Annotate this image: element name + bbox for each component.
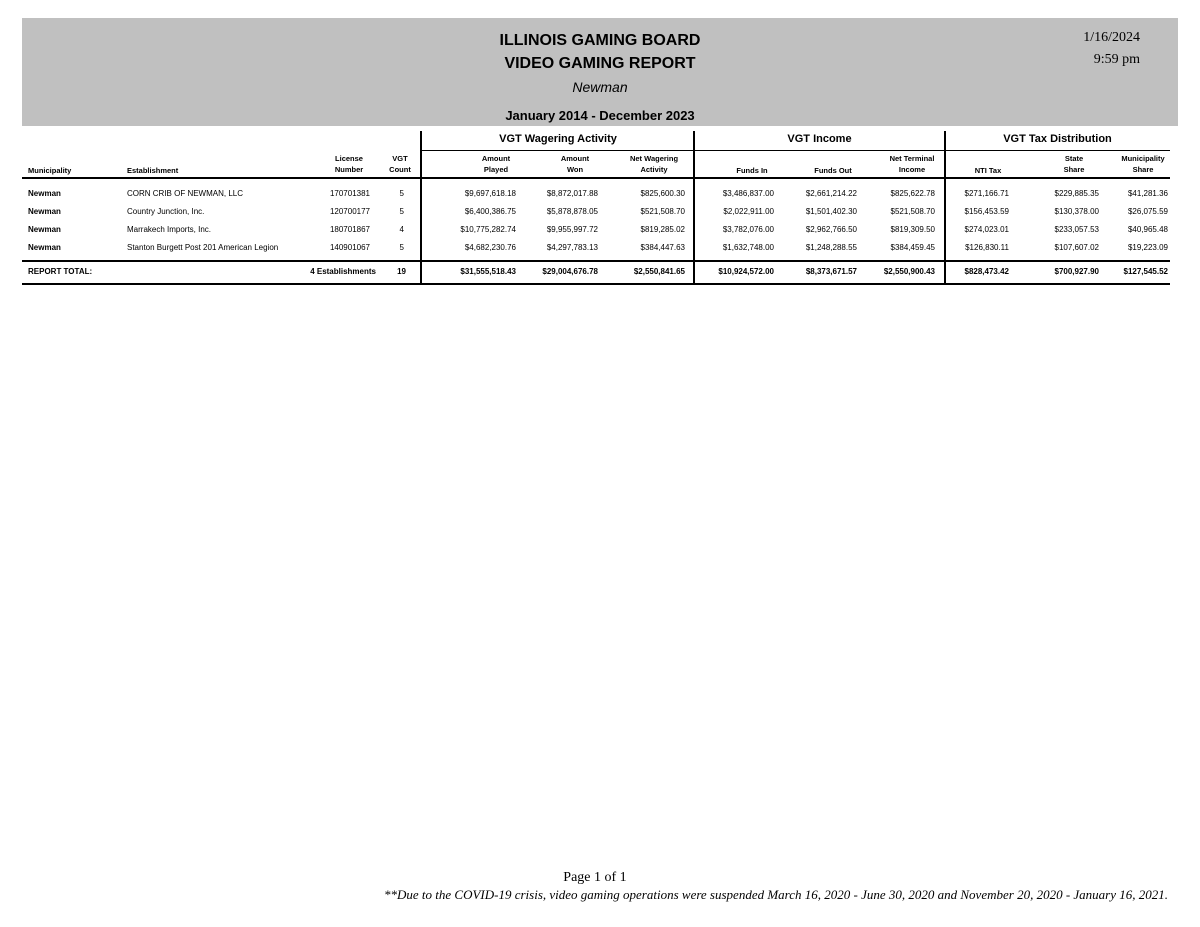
cell-municipality-share: $19,223.09 <box>1127 243 1168 252</box>
cell-state-share: $229,885.35 <box>1054 189 1099 198</box>
cell-amount-played: $6,400,386.75 <box>464 207 516 216</box>
col-nti-line2: Income <box>898 165 926 174</box>
col-won-line1: Amount <box>560 154 590 163</box>
col-won-line2: Won <box>566 165 584 174</box>
col-establishment: Establishment <box>127 166 179 175</box>
total-rule-top <box>22 260 1170 262</box>
total-municipality-share: $127,545.52 <box>1123 267 1168 276</box>
cell-nti-tax: $126,830.11 <box>965 243 1009 252</box>
col-muni-line2: Share <box>1132 165 1154 174</box>
col-municipality: Municipality <box>28 166 72 175</box>
col-played-line2: Played <box>483 165 509 174</box>
cell-funds-out: $2,962,766.50 <box>805 225 857 234</box>
col-funds-out: Funds Out <box>814 166 852 175</box>
cell-establishment: Marrakech Imports, Inc. <box>127 225 212 234</box>
cell-nti-tax: $274,023.01 <box>964 225 1009 234</box>
cell-funds-in: $3,486,837.00 <box>722 189 774 198</box>
cell-nti: $819,309.50 <box>890 225 935 234</box>
col-state-line2: Share <box>1063 165 1085 174</box>
col-vgt-count <box>384 153 416 175</box>
cell-net-wagering: $825,600.30 <box>640 189 685 198</box>
table-row <box>22 186 1170 202</box>
cell-funds-out: $2,661,214.22 <box>805 189 857 198</box>
cell-establishment: CORN CRIB OF NEWMAN, LLC <box>127 189 244 198</box>
col-license-line2: Number <box>334 165 364 174</box>
table-row <box>22 222 1170 238</box>
table-row <box>22 240 1170 256</box>
cell-amount-won: $8,872,017.88 <box>546 189 598 198</box>
cell-vgt-count: 4 <box>399 225 404 234</box>
cell-municipality: Newman <box>28 225 61 234</box>
cell-vgt-count: 5 <box>399 243 404 252</box>
cell-license: 180701867 <box>329 225 370 234</box>
report-subtitle: VIDEO GAMING REPORT <box>504 55 696 72</box>
report-date: 1/16/2024 <box>1083 30 1140 45</box>
cell-vgt-count: 5 <box>399 207 404 216</box>
cell-funds-out: $1,501,402.30 <box>805 207 857 216</box>
group-vgt-income: VGT Income <box>694 131 945 151</box>
col-nwa-line1: Net Wagering <box>629 154 679 163</box>
cell-establishment: Stanton Burgett Post 201 American Legion <box>127 243 279 252</box>
col-vgt-line2: Count <box>389 165 411 174</box>
cell-funds-out: $1,248,288.55 <box>805 243 857 252</box>
cell-net-wagering: $521,508.70 <box>640 207 685 216</box>
cell-nti: $384,459.45 <box>890 243 935 252</box>
total-vgt-count: 19 <box>397 267 406 276</box>
total-funds-in: $10,924,572.00 <box>718 267 774 276</box>
cell-amount-won: $5,878,878.05 <box>546 207 598 216</box>
cell-funds-in: $3,782,076.00 <box>722 225 774 234</box>
total-rule-bottom <box>22 283 1170 285</box>
cell-state-share: $233,057.53 <box>1054 225 1099 234</box>
cell-net-wagering: $384,447.63 <box>640 243 685 252</box>
total-funds-out: $8,373,671.57 <box>805 267 857 276</box>
total-amount-won: $29,004,676.78 <box>542 267 598 276</box>
total-nti-tax: $828,473.42 <box>964 267 1009 276</box>
total-amount-played: $31,555,518.43 <box>460 267 516 276</box>
cell-license: 140901067 <box>329 243 370 252</box>
municipality-name: Newman <box>572 79 628 95</box>
cell-amount-won: $4,297,783.13 <box>546 243 598 252</box>
page-number: Page 1 of 1 <box>563 870 627 885</box>
cell-net-wagering: $819,285.02 <box>640 225 685 234</box>
group-tax-distribution: VGT Tax Distribution <box>945 131 1170 151</box>
cell-nti-tax: $156,453.59 <box>964 207 1009 216</box>
col-amount-won <box>545 153 605 175</box>
cell-amount-played: $4,682,230.76 <box>464 243 516 252</box>
cell-amount-played: $10,775,282.74 <box>460 225 516 234</box>
cell-state-share: $130,378.00 <box>1054 207 1099 216</box>
report-title: ILLINOIS GAMING BOARD <box>499 32 701 49</box>
col-nti-tax: NTI Tax <box>974 166 1002 175</box>
cell-funds-in: $2,022,911.00 <box>723 207 774 216</box>
cell-municipality-share: $41,281.36 <box>1127 189 1168 198</box>
cell-amount-played: $9,697,618.18 <box>464 189 516 198</box>
table-row <box>22 204 1170 220</box>
cell-municipality: Newman <box>28 189 61 198</box>
total-state-share: $700,927.90 <box>1054 267 1099 276</box>
report-banner <box>22 18 1178 126</box>
col-played-line1: Amount <box>481 154 511 163</box>
total-nti: $2,550,900.43 <box>883 267 935 276</box>
col-muni-line1: Municipality <box>1121 154 1165 163</box>
covid-footnote: **Due to the COVID-19 crisis, video gaming operations were suspended March 16, 2020 - June 30, 2020 and November 20, 2020 - January 16, 2021. <box>384 887 1168 902</box>
total-label: REPORT TOTAL: <box>28 267 93 276</box>
cell-nti: $825,622.78 <box>890 189 935 198</box>
cell-municipality-share: $26,075.59 <box>1127 207 1168 216</box>
col-state-line1: State <box>1064 154 1084 163</box>
col-nwa-line2: Activity <box>640 165 668 174</box>
total-establishments: 4 Establishments <box>310 267 376 276</box>
group-wagering-activity: VGT Wagering Activity <box>422 131 694 151</box>
cell-nti: $521,508.70 <box>890 207 935 216</box>
col-amount-played <box>466 153 526 175</box>
col-state-share <box>1046 153 1102 175</box>
col-net-terminal-income <box>876 153 948 175</box>
col-nti-line1: Net Terminal <box>889 154 935 163</box>
total-net-wagering: $2,550,841.65 <box>633 267 685 276</box>
header-rule <box>22 177 1170 179</box>
cell-municipality: Newman <box>28 207 61 216</box>
col-license-line1: License <box>335 154 363 163</box>
cell-nti-tax: $271,166.71 <box>964 189 1009 198</box>
cell-amount-won: $9,955,997.72 <box>546 225 598 234</box>
col-municipality-share <box>1114 153 1172 175</box>
cell-license: 120700177 <box>329 207 370 216</box>
cell-funds-in: $1,632,748.00 <box>722 243 774 252</box>
col-net-wagering <box>620 153 688 175</box>
col-vgt-line1: VGT <box>392 154 408 163</box>
report-total-row <box>22 264 1170 280</box>
cell-state-share: $107,607.02 <box>1054 243 1099 252</box>
cell-municipality-share: $40,965.48 <box>1127 225 1168 234</box>
cell-license: 170701381 <box>329 189 370 198</box>
cell-vgt-count: 5 <box>399 189 404 198</box>
col-funds-in: Funds In <box>736 166 768 175</box>
report-period: January 2014 - December 2023 <box>505 108 695 123</box>
cell-establishment: Country Junction, Inc. <box>127 207 205 216</box>
cell-municipality: Newman <box>28 243 61 252</box>
col-license <box>324 153 374 175</box>
report-time: 9:59 pm <box>1093 52 1140 67</box>
